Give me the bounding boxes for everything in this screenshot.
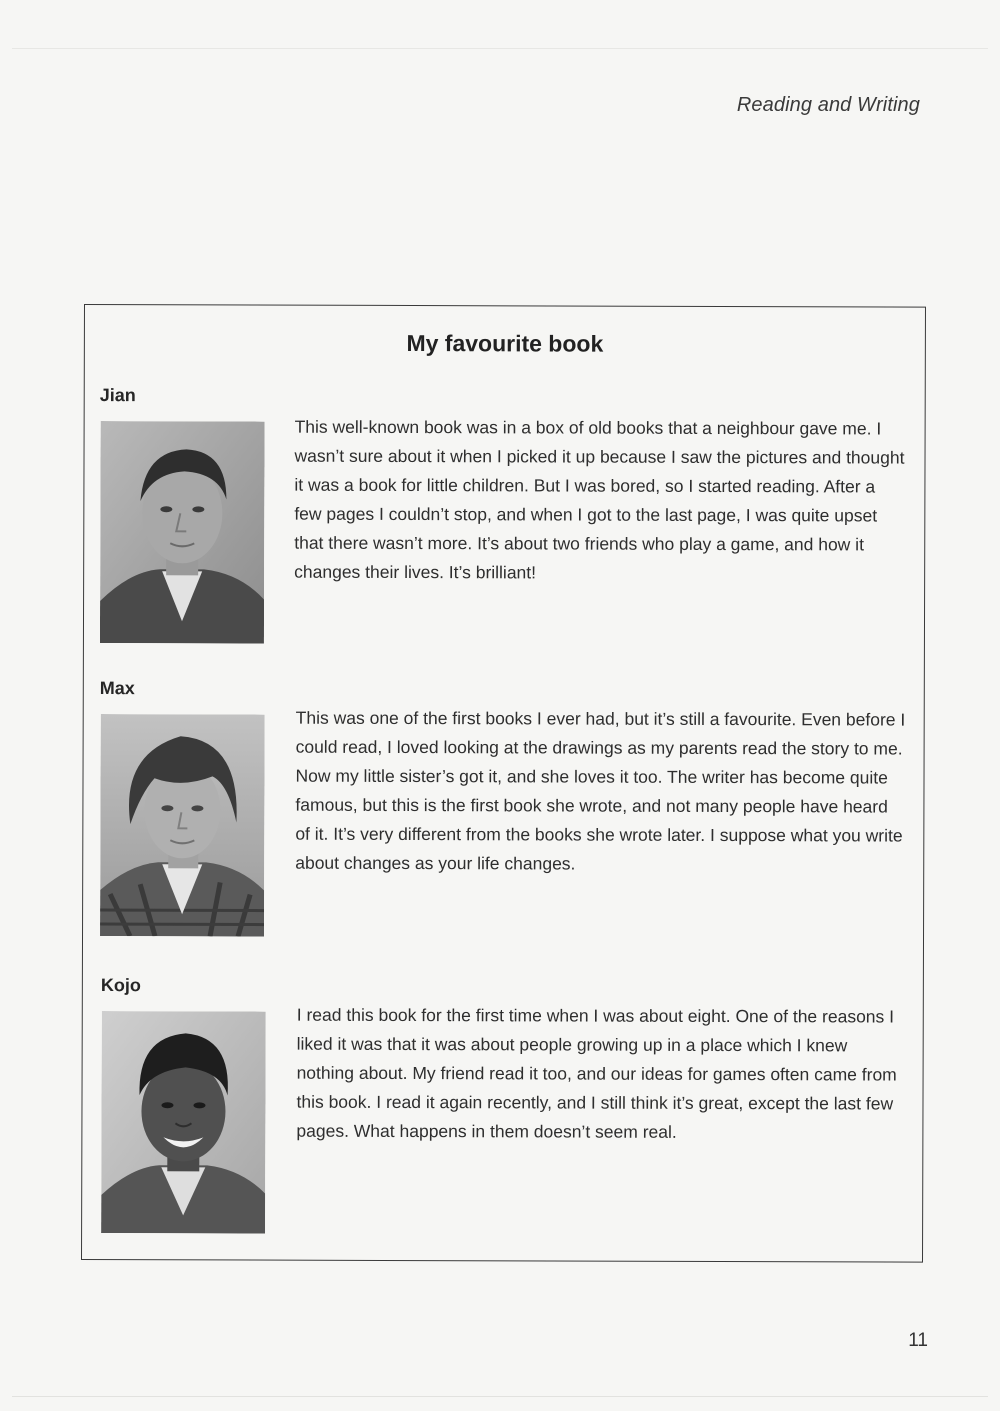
person-name-kojo: Kojo [100,975,141,996]
portrait-photo-jian [100,421,265,644]
portrait-photo-kojo [101,1011,266,1234]
page-number: 11 [908,1330,928,1351]
scan-edge-top [12,48,988,49]
entry-text-max: This was one of the first books I ever had, but it’s still a favourite. Even before I could read, I loved looking at the drawings as my parents read the story to me. Now my little sister’s got it, and she loves it too. The writer has become quite famous, but this is the first book she wrote, and not many people have heard of it. It’s very different from the books she wrote later. I suppose what you write about changes as your life changes. [295,707,906,874]
portrait-icon [101,1011,266,1234]
article-title: My favourite book [406,330,604,357]
entry-text-kojo: I read this book for the first time when I was about eight. One of the reasons I liked it was that it was about people growing up in a place which I knew nothing about. My friend read it too, and our ideas for games often came from this book. I read it again recently, and I still think it’s great, except the last few pages. What happens in them doesn’t seem real. [296,1004,897,1142]
entry-text-jian: This well-known book was in a box of old books that a neighbour gave me. I wasn’t sure about it when I picked it up because I saw the pictures and thought it was a book for little children. But I was bored, so I started reading. After a few pages I couldn’t stop, and when I got to the last page, I was quite upset that there wasn’t more. It’s about two friends who play a game, and how it changes their lives. It’s brilliant! [294,416,905,583]
portrait-photo-max [100,714,265,937]
article-box [81,304,926,1263]
portrait-icon [100,421,265,644]
person-name-jian: Jian [99,385,136,406]
running-head: Reading and Writing [736,94,920,116]
scan-edge-bottom [12,1396,988,1397]
portrait-icon [100,714,265,937]
person-name-max: Max [99,678,135,699]
